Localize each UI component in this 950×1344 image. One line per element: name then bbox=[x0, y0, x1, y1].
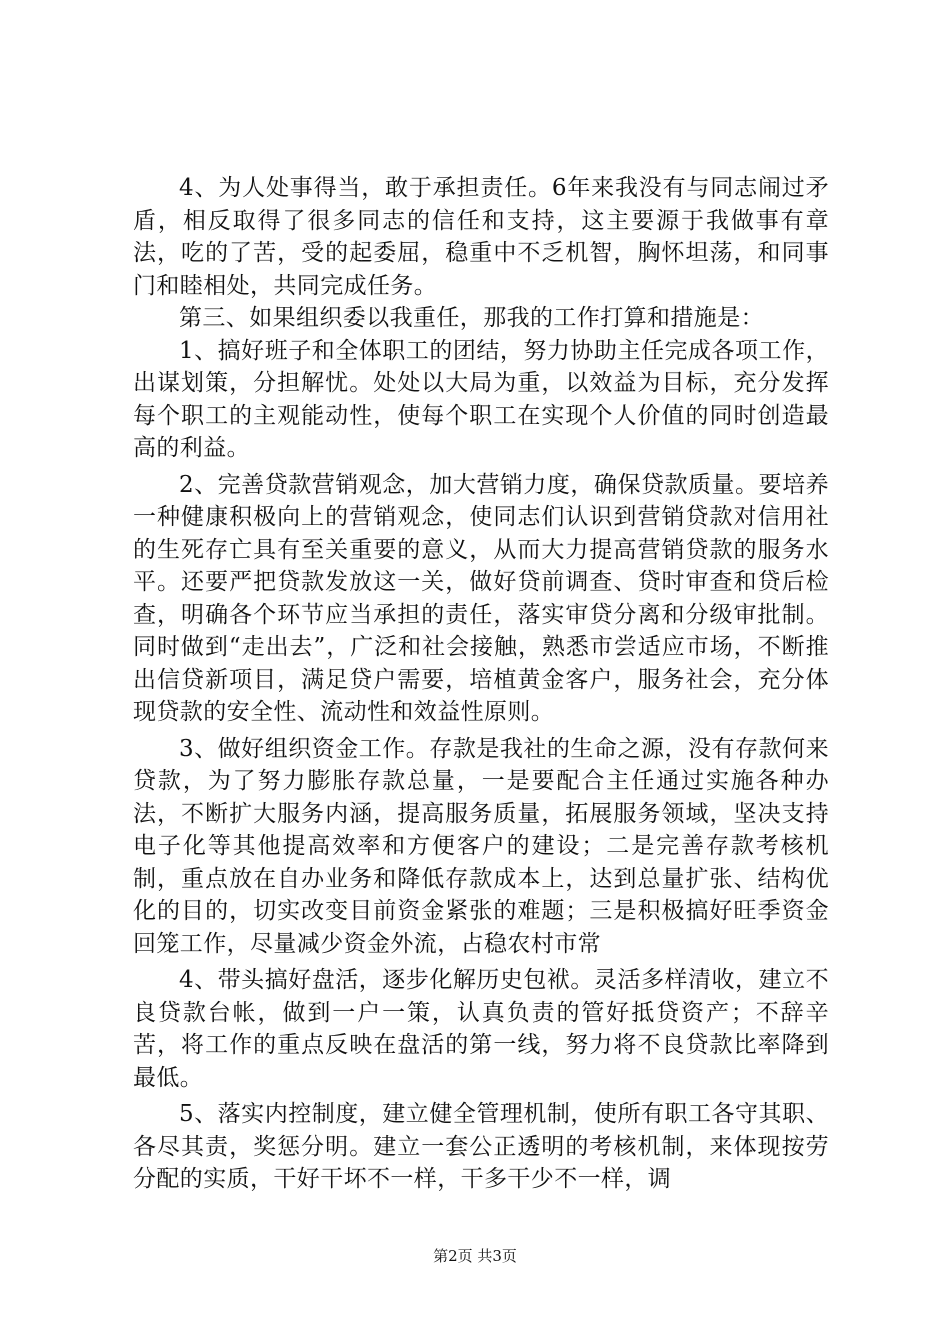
page-footer: 第2页 共3页 bbox=[433, 1247, 517, 1265]
paragraph-4: 2、完善贷款营销观念，加大营销力度，确保贷款质量。要培养一种健康积极向上的营销观念，使同志们认识到营销贷款对信用社的生死存亡具有至关重要的意义，从而大力提高营销贷款的服务水平。还要严把贷款发放这一关，做好贷前调查、贷时审查和贷后检查，明确各个环节应当承担的责任，落实审贷分离和分级审批制。同时做到“走出去”，广泛和社会接触，熟悉市尝适应市场，不断推出信贷新项目，满足贷户需要，培植黄金客户，服务社会，充分体现贷款的安全性、流动性和效益性原则。 bbox=[133, 471, 829, 725]
paragraph-5: 3、做好组织资金工作。存款是我社的生命之源，没有存款何来贷款，为了努力膨胀存款总量，一是要配合主任通过实施各种办法，不断扩大服务内涵，提高服务质量，拓展服务领域，坚决支持电子化等其他提高效率和方便客户的建设；二是完善存款考核机制，重点放在自办业务和降低存款成本上，达到总量扩张、结构优化的目的，切实改变目前资金紧张的难题；三是积极搞好旺季资金回笼工作，尽量减少资金外流，占稳农村市常 bbox=[133, 735, 829, 957]
paragraph-3: 1、搞好班子和全体职工的团结，努力协助主任完成各项工作，出谋划策，分担解忧。处处以大局为重，以效益为目标，充分发挥每个职工的主观能动性，使每个职工在实现个人价值的同时创造最高的利益。 bbox=[133, 337, 829, 461]
paragraph-7: 5、落实内控制度，建立健全管理机制，使所有职工各守其职、各尽其责，奖惩分明。建立一套公正透明的考核机制，来体现按劳分配的实质，干好干坏不一样，干多干少不一样，调 bbox=[133, 1101, 829, 1192]
paragraph-6: 4、带头搞好盘活，逐步化解历史包袱。灵活多样清收，建立不良贷款台帐，做到一户一策，认真负责的管好抵贷资产；不辞辛苦，将工作的重点反映在盘活的第一线，努力将不良贷款比率降到最低。 bbox=[133, 967, 829, 1091]
paragraph-2: 第三、如果组织委以我重任，那我的工作打算和措施是： bbox=[179, 305, 764, 331]
document-body bbox=[133, 172, 829, 1196]
paragraph-1: 4、为人处事得当，敢于承担责任。6年来我没有与同志闹过矛盾，相反取得了很多同志的信任和支持，这主要源于我做事有章法，吃的了苦，受的起委屈，稳重中不乏机智，胸怀坦荡，和同事门和睦相处，共同完成任务。 bbox=[133, 175, 829, 299]
